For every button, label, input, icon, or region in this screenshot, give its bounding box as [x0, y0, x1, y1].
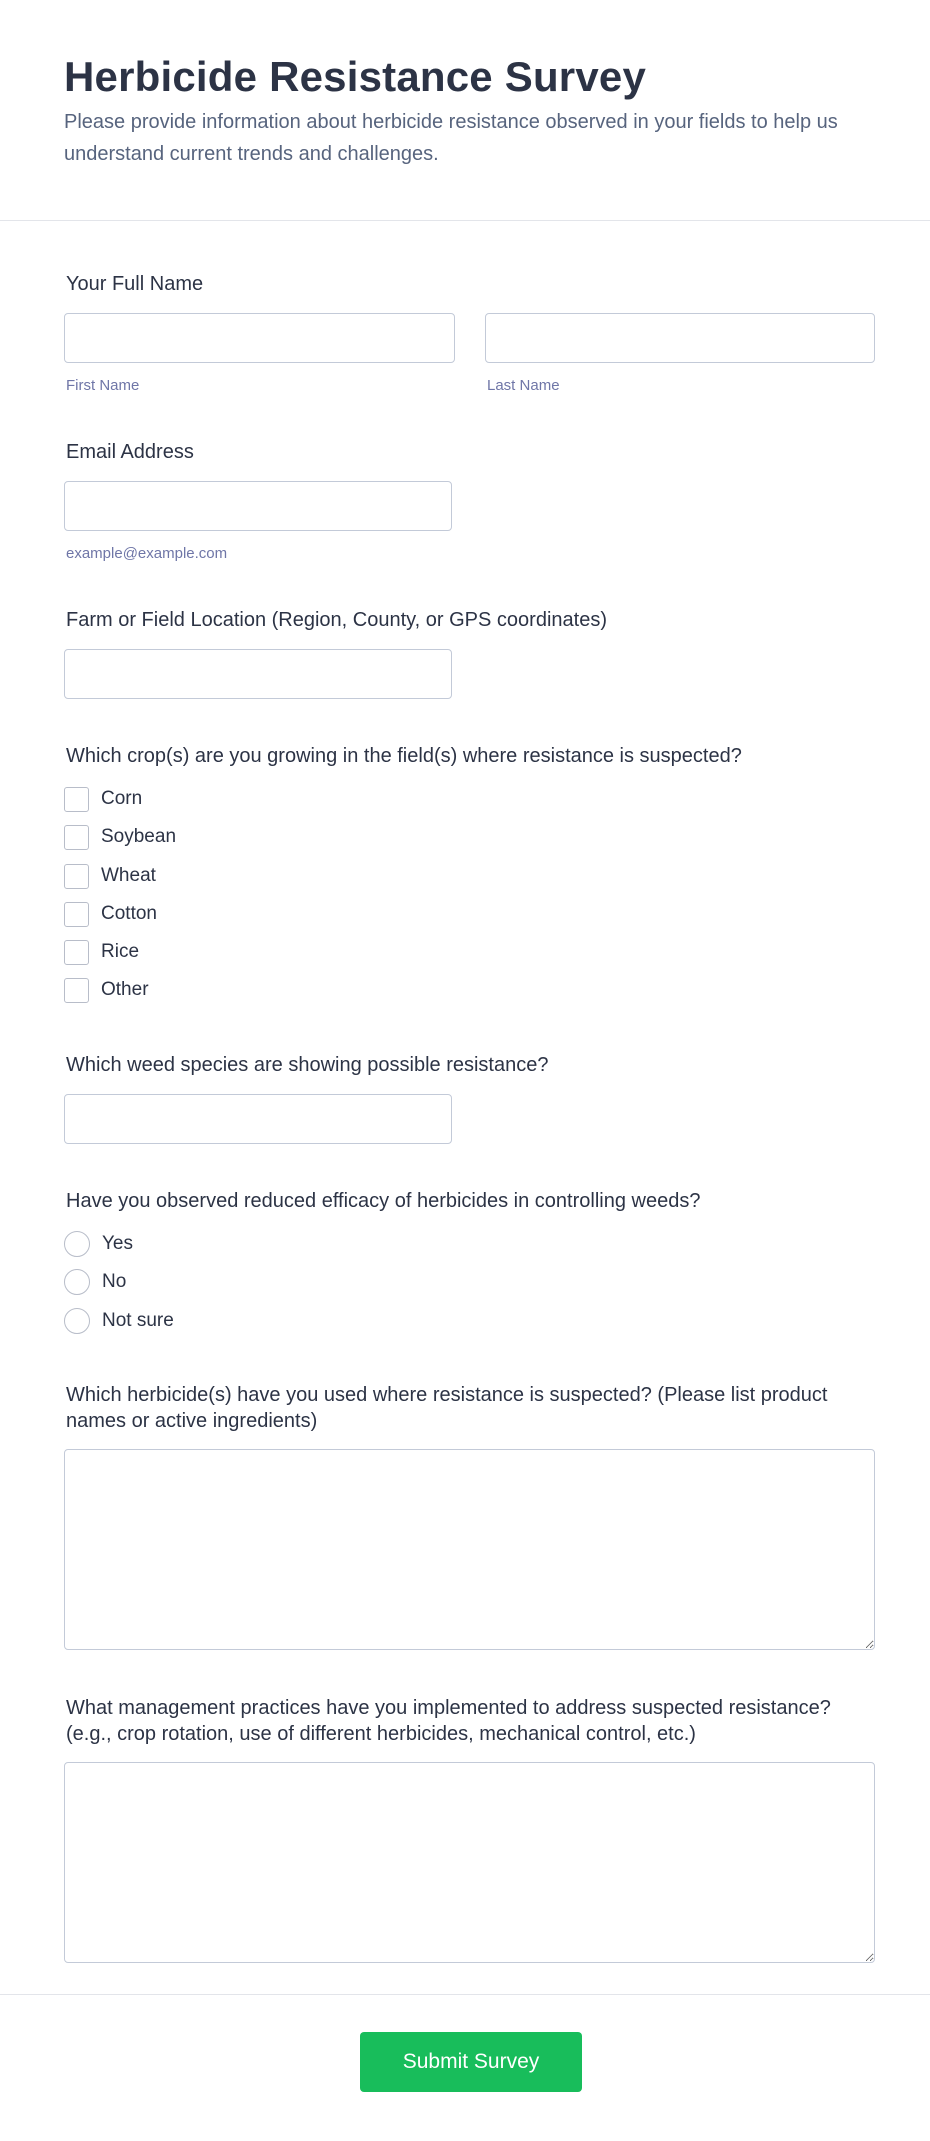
crop-checkbox[interactable]: [64, 978, 89, 1003]
efficacy-option-label: Not sure: [102, 1310, 174, 1331]
crop-checkbox[interactable]: [64, 864, 89, 889]
email-sublabel: example@example.com: [66, 545, 228, 562]
crop-option-label: Rice: [101, 941, 140, 962]
efficacy-option-not-sure[interactable]: [64, 1308, 174, 1334]
submit-survey-button[interactable]: Submit Survey: [360, 2032, 582, 2092]
crop-option-label: Cotton: [101, 903, 157, 924]
last-name-sublabel: Last Name: [487, 377, 560, 394]
full-name-label: Your Full Name: [66, 273, 204, 295]
last-name-input[interactable]: [485, 313, 875, 363]
practices-textarea[interactable]: [64, 1762, 875, 1963]
page-title: Herbicide Resistance Survey: [64, 53, 647, 100]
crop-checkbox[interactable]: [64, 825, 89, 850]
weeds-label: Which weed species are showing possible resistance?: [66, 1054, 549, 1076]
crop-checkbox[interactable]: [64, 940, 89, 965]
efficacy-radio[interactable]: [64, 1231, 90, 1257]
page-subtitle: Please provide information about herbicide resistance observed in your fields to help us understand current trends and challenges.: [64, 111, 838, 165]
location-input[interactable]: [64, 649, 452, 699]
efficacy-option-yes[interactable]: [64, 1231, 133, 1257]
efficacy-label: Have you observed reduced efficacy of herbicides in controlling weeds?: [66, 1190, 701, 1212]
efficacy-option-label: Yes: [102, 1233, 133, 1254]
crop-checkbox[interactable]: [64, 787, 89, 812]
crop-option-wheat[interactable]: [64, 863, 156, 889]
email-input[interactable]: [64, 481, 452, 531]
practices-label: What management practices have you implemented to address suspected resistance? (e.g., crop rotation, use of different herbicides, mechanical control, etc.): [66, 1697, 831, 1745]
crop-option-label: Other: [101, 979, 149, 1000]
efficacy-radio[interactable]: [64, 1269, 90, 1295]
crop-option-other[interactable]: [64, 977, 149, 1003]
crop-checkbox[interactable]: [64, 902, 89, 927]
email-label: Email Address: [66, 441, 194, 463]
crop-option-label: Soybean: [101, 826, 177, 847]
first-name-input[interactable]: [64, 313, 455, 363]
crop-option-corn[interactable]: [64, 786, 142, 812]
efficacy-radio[interactable]: [64, 1308, 90, 1334]
crop-option-rice[interactable]: [64, 939, 139, 965]
first-name-sublabel: First Name: [66, 377, 140, 394]
location-label: Farm or Field Location (Region, County, or GPS coordinates): [66, 609, 607, 631]
crop-option-label: Corn: [101, 788, 143, 809]
efficacy-option-no[interactable]: [64, 1269, 126, 1295]
footer-divider: [0, 1994, 930, 1995]
crop-option-cotton[interactable]: [64, 901, 157, 927]
herbicides-textarea[interactable]: [64, 1449, 875, 1650]
form-header: [0, 0, 930, 221]
crop-option-soybean[interactable]: [64, 824, 176, 850]
crops-label: Which crop(s) are you growing in the field(s) where resistance is suspected?: [66, 745, 742, 767]
crop-option-label: Wheat: [101, 865, 156, 886]
herbicides-label: Which herbicide(s) have you used where resistance is suspected? (Please list product names or active ingredients): [66, 1384, 828, 1432]
weeds-input[interactable]: [64, 1094, 452, 1144]
efficacy-option-label: No: [102, 1271, 127, 1292]
